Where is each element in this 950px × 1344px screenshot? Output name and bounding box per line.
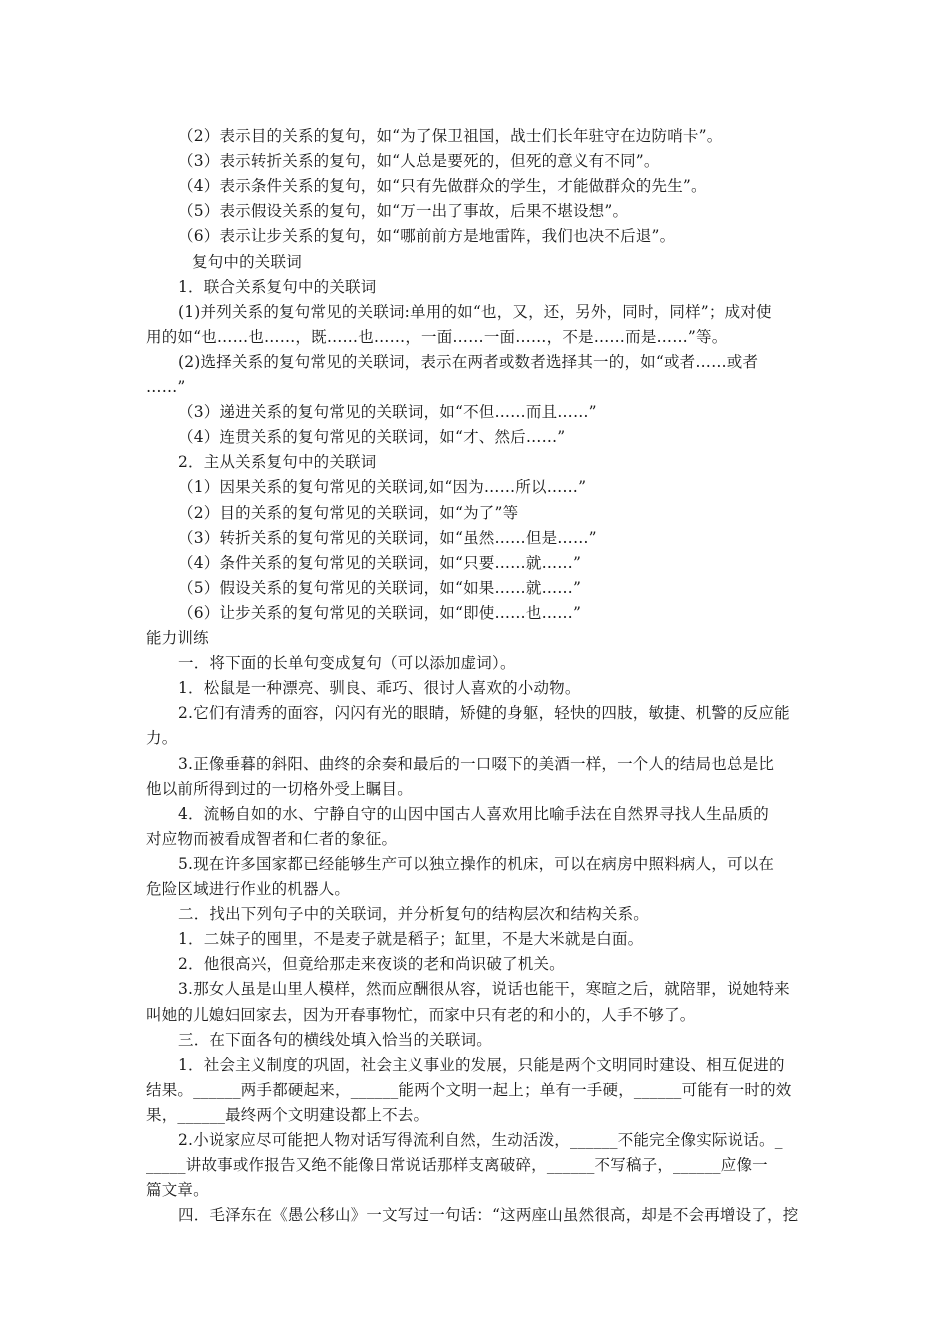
text-line: 果，______最终两个文明建设都上不去。	[146, 1105, 430, 1124]
text-line: 篇文章。	[146, 1181, 209, 1200]
text-line: (2)选择关系的复句常见的关联词，表示在两者或数者选择其一的，如“或者……或者	[178, 352, 759, 371]
text-line: 4．流畅自如的水、宁静自守的山因中国古人喜欢用比喻手法在自然界寻找人生品质的	[178, 804, 769, 823]
text-line: 5.现在许多国家都已经能够生产可以独立操作的机床，可以在病房中照料病人，可以在	[178, 854, 775, 873]
text-line: （2）表示目的关系的复句，如“为了保卫祖国，战士们长年驻守在边防哨卡”。	[178, 127, 723, 145]
text-line: （2）目的关系的复句常见的关联词，如“为了”等	[178, 503, 519, 522]
text-line: 叫她的儿媳妇回家去，因为开春事物忙，而家中只有老的和小的，人手不够了。	[146, 1005, 696, 1024]
text-line: 1．社会主义制度的巩固，社会主义事业的发展，只能是两个文明同时建设、相互促进的	[178, 1055, 785, 1074]
text-line: ……”	[146, 378, 186, 396]
text-line: （4）表示条件关系的复句，如“只有先做群众的学生，才能做群众的先生”。	[178, 177, 707, 196]
text-line: 二．找出下列句子中的关联词，并分析复句的结构层次和结构关系。	[178, 905, 650, 924]
text-line: 3.正像垂暮的斜阳、曲终的余奏和最后的一口啜下的美酒一样，一个人的结局也总是比	[178, 754, 775, 773]
text-line: （5）假设关系的复句常见的关联词，如“如果……就……”	[178, 578, 582, 597]
text-line: （3）表示转折关系的复句，如“人总是要死的，但死的意义有不同”。	[178, 152, 660, 171]
text-line: 2．主从关系复句中的关联词	[178, 453, 377, 472]
text-line: 他以前所得到过的一切格外受上瞩目。	[146, 779, 413, 798]
text-line: 力。	[146, 729, 178, 748]
text-line: 三．在下面各句的横线处填入恰当的关联词。	[178, 1030, 493, 1049]
text-line: 2．他很高兴，但竟给那走来夜谈的老和尚识破了机关。	[178, 955, 565, 974]
text-line: （4）条件关系的复句常见的关联词，如“只要……就……”	[178, 553, 582, 572]
text-line: 3.那女人虽是山里人模样，然而应酬很从容，说话也能干，寒暄之后，就陪罪，说她特来	[178, 980, 790, 999]
text-line: 一．将下面的长单句变成复句（可以添加虚词）。	[178, 654, 516, 673]
text-line: 2.小说家应尽可能把人物对话写得流利自然，生动活泼，______不能完全像实际说话。_	[178, 1131, 783, 1149]
text-line: 1．联合关系复句中的关联词	[178, 277, 377, 296]
text-line: 四．毛泽东在《愚公移山》一文写过一句话：“这两座山虽然很高，却是不会再增设了，挖	[178, 1206, 799, 1225]
text-line: 结果。______两手都硬起来，______能两个文明一起上；单有一手硬，______可能有一时的效	[146, 1080, 792, 1099]
text-line: （4）连贯关系的复句常见的关联词，如“才、然后……”	[178, 428, 566, 447]
text-line: 能力训练	[146, 629, 209, 647]
text-line: (1)并列关系的复句常见的关联词:单用的如“也，又，还，另外，同时，同样”；成对使	[178, 302, 772, 321]
text-line: 危险区域进行作业的机器人。	[146, 880, 351, 898]
text-line: （3）递进关系的复句常见的关联词，如“不但……而且……”	[178, 403, 597, 422]
text-line: _____讲故事或作报告又绝不能像日常说话那样支离破碎，______不写稿子，______应像一	[146, 1156, 768, 1175]
text-line: （1）因果关系的复句常见的关联词,如“因为……所以……”	[178, 478, 587, 497]
text-line: 对应物而被看成智者和仁者的象征。	[146, 829, 398, 848]
text-line: 1．二妹子的囤里，不是麦子就是稻子；缸里，不是大米就是白面。	[178, 930, 644, 949]
text-line: （6）让步关系的复句常见的关联词，如“即使……也……”	[178, 603, 582, 622]
text-line: （5）表示假设关系的复句，如“万一出了事故，后果不堪设想”。	[178, 202, 629, 221]
text-line: 复句中的关联词	[192, 252, 302, 271]
text-line: 2.它们有清秀的面容，闪闪有光的眼睛，矫健的身躯，轻快的四肢，敏捷、机警的反应能	[178, 704, 790, 723]
text-line: 用的如“也……也……，既……也……，一面……一面……，不是……而是……”等。	[146, 327, 728, 346]
text-line: 1．松鼠是一种漂亮、驯良、乖巧、很讨人喜欢的小动物。	[178, 679, 581, 698]
text-line: （6）表示让步关系的复句，如“哪前前方是地雷阵，我们也决不后退”。	[178, 227, 676, 246]
text-line: （3）转折关系的复句常见的关联词，如“虽然……但是……”	[178, 528, 597, 547]
